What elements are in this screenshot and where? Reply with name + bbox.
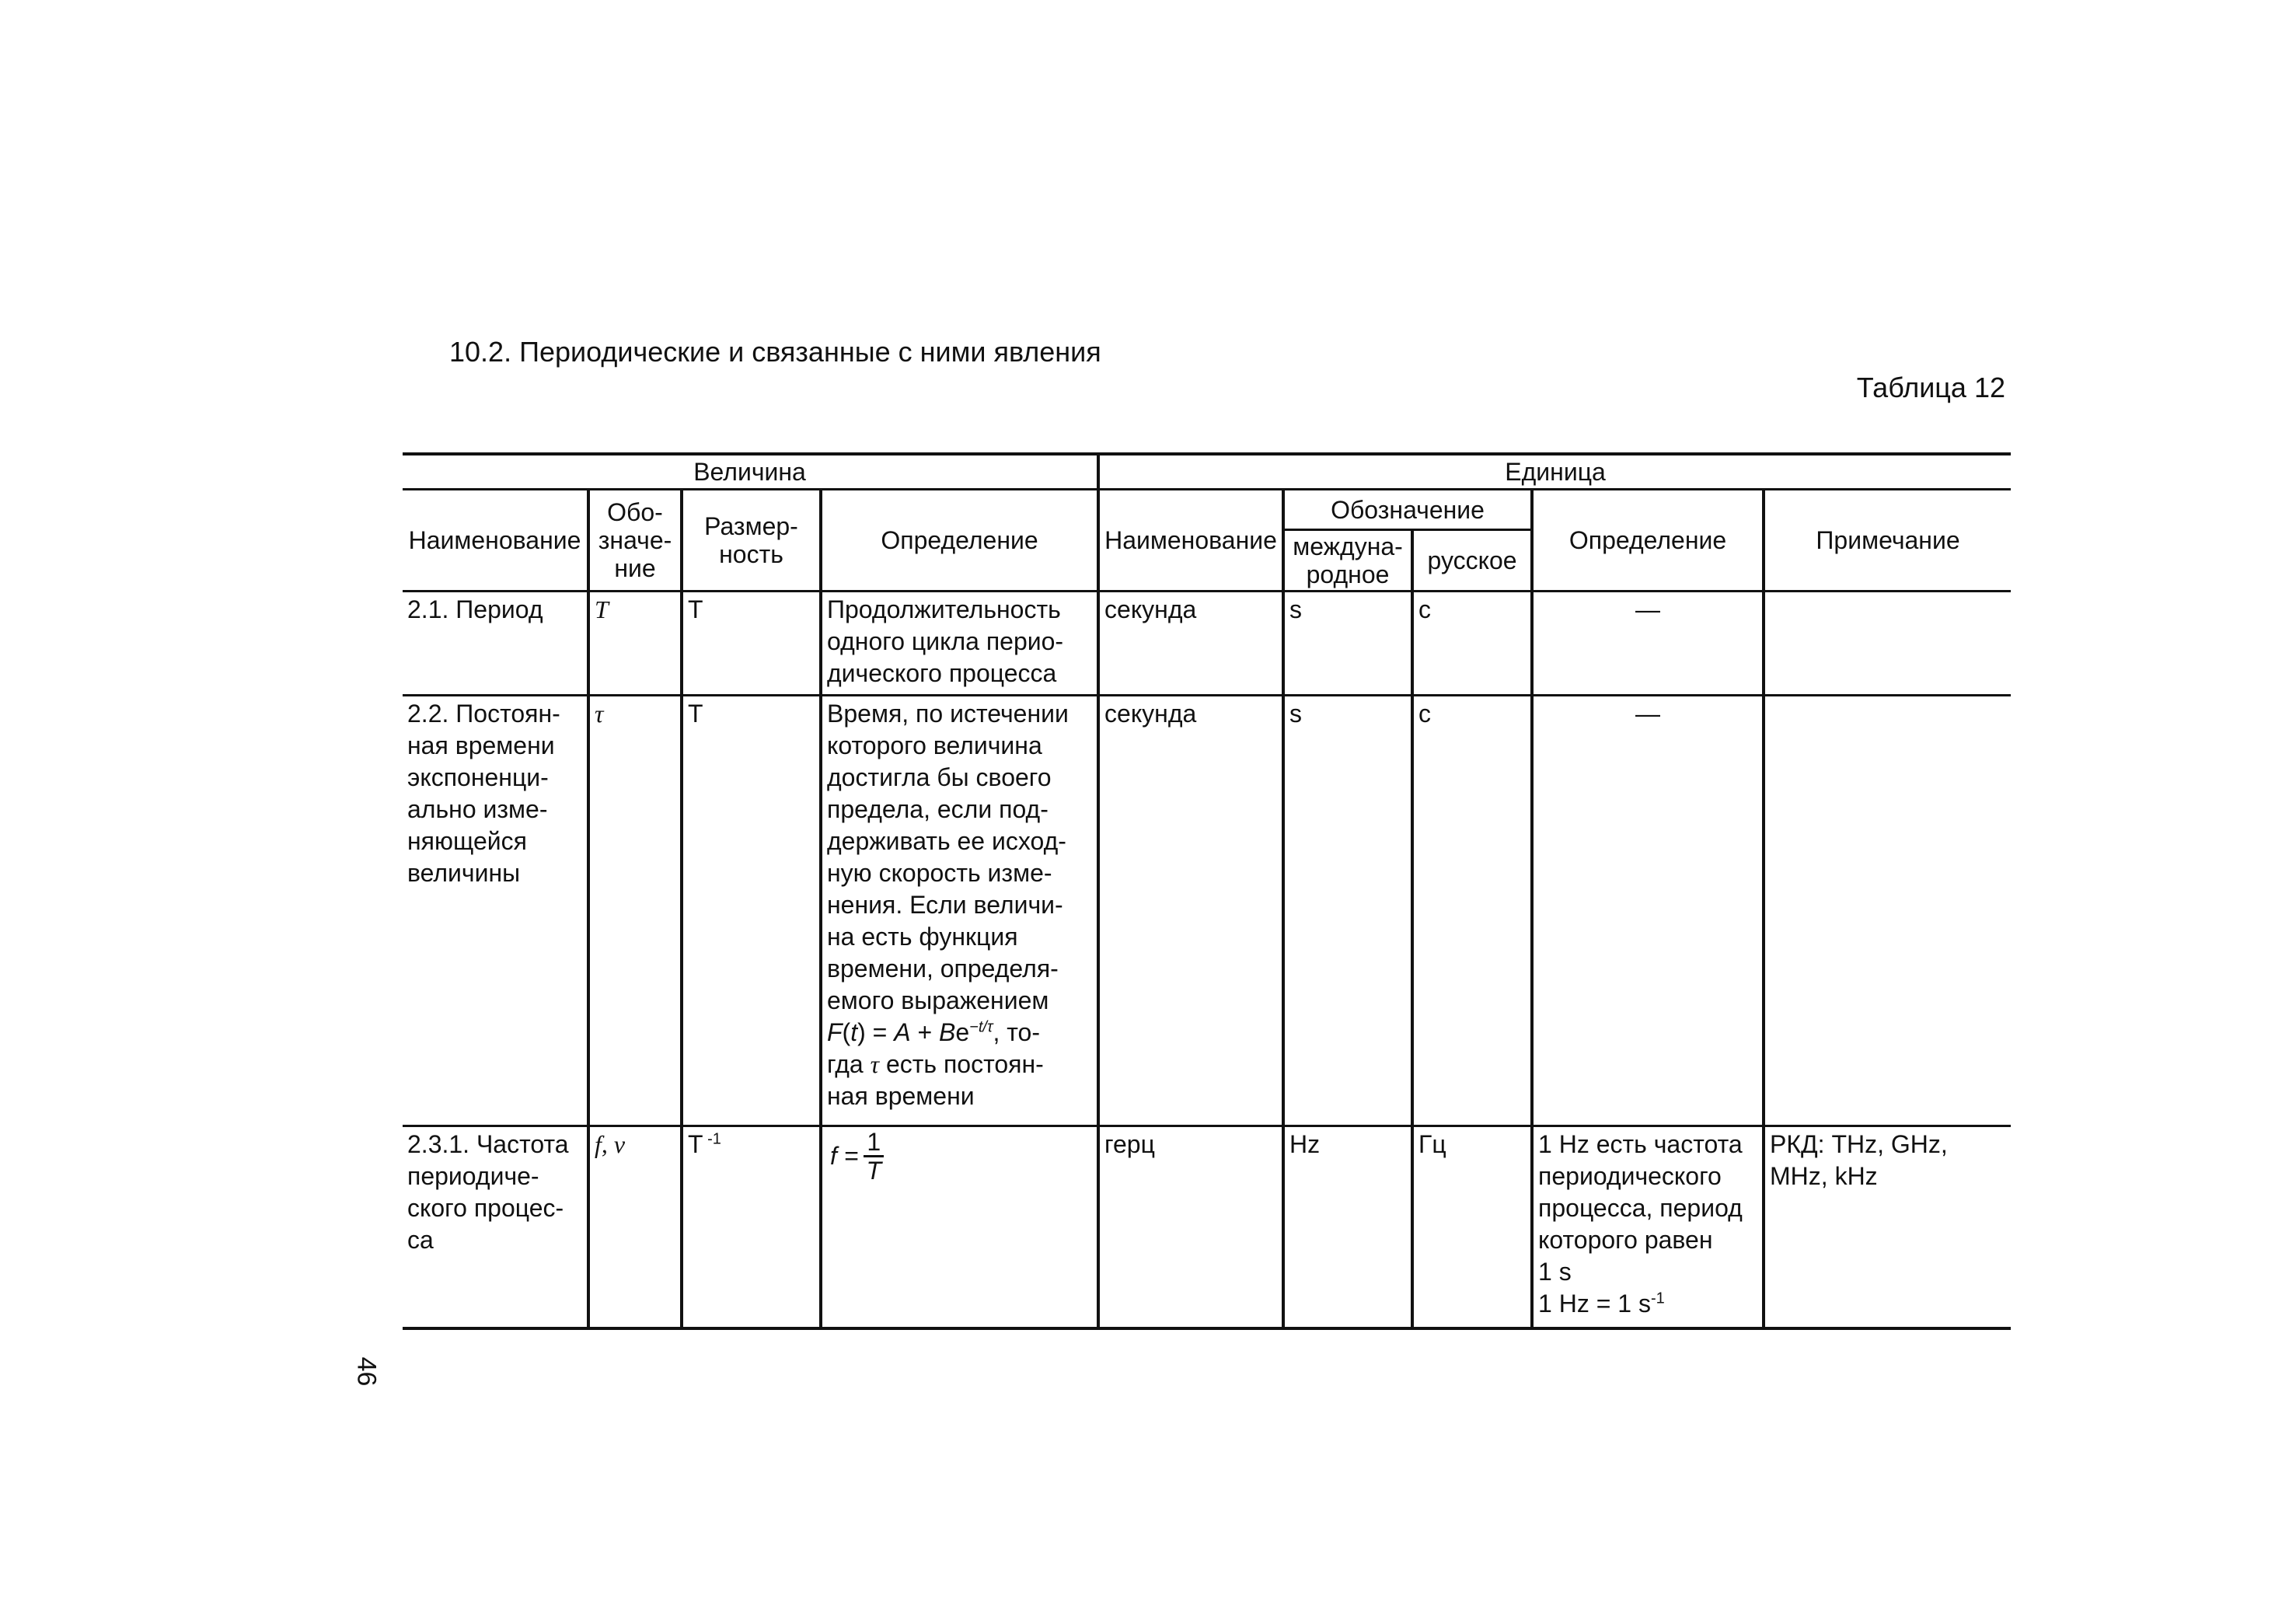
unit-name-cell: герц (1098, 1126, 1283, 1328)
definition-formula: $F(t) = A + Be^{-t/\tau}$, то- (827, 1018, 1040, 1046)
quantity-dimension-cell: T (682, 696, 821, 1126)
header-unit-group: Единица (1098, 454, 2011, 490)
unit-definition-cell: — (1532, 696, 1764, 1126)
quantity-symbol-cell: f, ν (588, 1126, 682, 1328)
quantity-definition-cell (821, 1126, 1098, 1328)
unit-international-cell: s (1283, 592, 1412, 696)
quantity-dimension-cell: T $^{-1}$ (682, 1126, 821, 1328)
unit-note-cell (1764, 696, 2011, 1126)
quantity-name-cell: 2.3.1. Частота периодиче- ского процес- са (403, 1126, 588, 1328)
table-label: Таблица 12 (1856, 372, 2005, 403)
unit-note-cell (1764, 592, 2011, 696)
header-quantity-definition: Определение (821, 490, 1098, 592)
header-quantity-symbol: Обо- значе- ние (588, 490, 682, 592)
unit-russian-cell: Гц (1412, 1126, 1532, 1328)
header-quantity-group: Величина (403, 454, 1098, 490)
unit-note-cell: РКД: THz, GHz, MHz, kHz (1764, 1126, 2011, 1328)
header-unit-designation: Обозначение (1283, 490, 1532, 530)
frequency-formula: f = $\frac{1}{T}$ (830, 1129, 885, 1184)
quantity-definition-cell: Продолжительность одного цикла перио- дического процесса (821, 592, 1098, 696)
unit-international-cell: s (1283, 696, 1412, 1126)
section-heading: 10.2. Периодические и связанные с ними явления (449, 336, 1101, 368)
table-row (403, 1126, 2011, 1328)
header-unit-definition: Определение (1532, 490, 1764, 592)
header-designation-russian: русское (1412, 530, 1532, 592)
quantity-name-cell: 2.2. Постоян- ная времени экспоненци- ально изме- няющейся величины (403, 696, 588, 1126)
unit-russian-cell: с (1412, 696, 1532, 1126)
quantity-symbol-cell: τ (588, 696, 682, 1126)
header-unit-note: Примечание (1764, 490, 2011, 592)
quantity-symbol-cell: T (588, 592, 682, 696)
unit-name-cell: секунда (1098, 592, 1283, 696)
quantity-dimension-cell: T (682, 592, 821, 696)
page-number: 46 (351, 1356, 382, 1387)
unit-russian-cell: с (1412, 592, 1532, 696)
unit-name-cell: секунда (1098, 696, 1283, 1126)
quantity-definition-cell: Время, по истечении которого величина достигла бы своего предела, если под- держивать ее исход- ную скорость изме- нения. Если величи- на есть функция времени, определя- емого выражением $F(t) = A + Be^{-t/\tau}$, то- гда τ есть постоян- ная времени (821, 696, 1098, 1126)
header-quantity-dimension: Размер- ность (682, 490, 821, 592)
quantities-table (403, 452, 2011, 1330)
header-designation-international: междуна- родное (1283, 530, 1412, 592)
unit-definition-cell: 1 Hz есть частота периодического процесса, период которого равен 1 s 1 Hz = 1 $s^{-1}$ (1532, 1126, 1764, 1328)
definition-text: Время, по истечении которого величина достигла бы своего предела, если под- держивать ее исход- ную скорость изме- нения. Если величи- на есть функция времени, определя- емого выражением (827, 700, 1069, 1014)
header-row (403, 490, 2011, 530)
unit-definition-cell: — (1532, 592, 1764, 696)
header-unit-name: Наименование (1098, 490, 1283, 592)
header-quantity-name: Наименование (403, 490, 588, 592)
table-row (403, 592, 2011, 696)
table-row (403, 696, 2011, 1126)
quantity-name-cell: 2.1. Период (403, 592, 588, 696)
header-group-row (403, 454, 2011, 490)
unit-international-cell: Hz (1283, 1126, 1412, 1328)
